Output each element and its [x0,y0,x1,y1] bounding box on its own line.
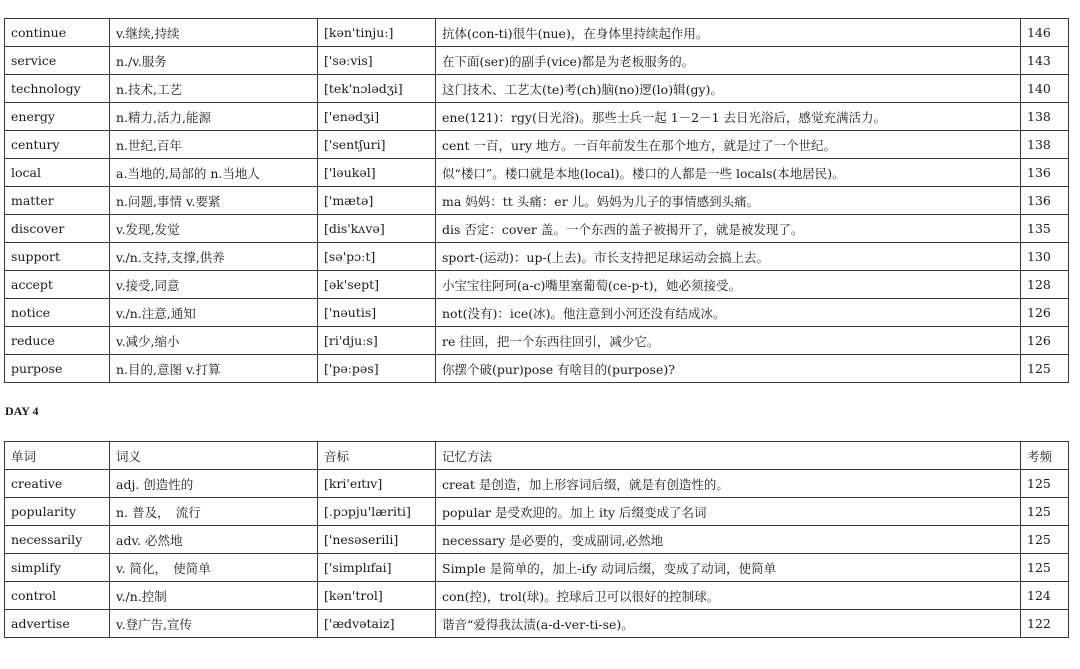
cell-meaning: v.接受,同意 [110,271,318,299]
cell-meaning: v.继续,持续 [110,19,318,47]
cell-word: creative [5,470,110,498]
cell-word: matter [5,187,110,215]
cell-meaning: n.精力,活力,能源 [110,103,318,131]
cell-word: energy [5,103,110,131]
table-row [5,355,1069,383]
cell-phonetic: [kən'trol] [318,582,436,610]
cell-memo: cent 一百，ury 地方。一百年前发生在那个地方，就是过了一个世纪。 [436,131,1021,159]
header-frequency: 考频 [1021,442,1069,470]
vocab-table-day3 [4,18,1069,383]
cell-word: notice [5,299,110,327]
table-row [5,470,1069,498]
cell-frequency: 125 [1021,470,1069,498]
cell-meaning: n./v.服务 [110,47,318,75]
cell-word: advertise [5,610,110,638]
table-row [5,327,1069,355]
cell-memo: 在下面(ser)的副手(vice)都是为老板服务的。 [436,47,1021,75]
cell-memo: Simple 是简单的，加上-ify 动词后缀，变成了动词，使简单 [436,554,1021,582]
cell-frequency: 126 [1021,299,1069,327]
cell-word: support [5,243,110,271]
cell-memo: 似“楼口”。楼口就是本地(local)。楼口的人都是一些 locals(本地居民)。 [436,159,1021,187]
cell-phonetic: [ək'sept] [318,271,436,299]
cell-phonetic: [dis'kʌvə] [318,215,436,243]
table-row [5,554,1069,582]
cell-meaning: n.问题,事情 v.要紧 [110,187,318,215]
table-row [5,159,1069,187]
cell-meaning: a.当地的,局部的 n.当地人 [110,159,318,187]
cell-phonetic: ['mætə] [318,187,436,215]
cell-memo: not(没有)：ice(冰)。他注意到小河还没有结成冰。 [436,299,1021,327]
cell-memo: necessary 是必要的，变成副词,必然地 [436,526,1021,554]
cell-word: local [5,159,110,187]
cell-memo: sport-(运动)：up-(上去)。市长支持把足球运动会搞上去。 [436,243,1021,271]
cell-frequency: 143 [1021,47,1069,75]
cell-word: service [5,47,110,75]
cell-frequency: 125 [1021,554,1069,582]
vocab-table-body [5,19,1069,383]
table-row [5,215,1069,243]
table-row [5,498,1069,526]
cell-word: accept [5,271,110,299]
table-row [5,526,1069,554]
cell-frequency: 122 [1021,610,1069,638]
table-row [5,243,1069,271]
cell-meaning: v./n.控制 [110,582,318,610]
cell-memo: creat 是创造，加上形容词后缀，就是有创造性的。 [436,470,1021,498]
header-word: 单词 [5,442,110,470]
cell-meaning: v.登广告,宣传 [110,610,318,638]
header-meaning: 词义 [110,442,318,470]
cell-memo: con(控)，trol(球)。控球后卫可以很好的控制球。 [436,582,1021,610]
cell-frequency: 136 [1021,159,1069,187]
cell-memo: 谐音“爱得我汰渍(a-d-ver-ti-se)。 [436,610,1021,638]
table-row [5,75,1069,103]
cell-phonetic: ['nesəserili] [318,526,436,554]
cell-phonetic: ['sentʃuri] [318,131,436,159]
cell-word: purpose [5,355,110,383]
table-row [5,19,1069,47]
cell-phonetic: ['pəːpəs] [318,355,436,383]
table-row [5,271,1069,299]
cell-frequency: 125 [1021,355,1069,383]
cell-memo: ene(121)：rgy(日光浴)。那些士兵一起 1－2－1 去日光浴后，感觉充满活力。 [436,103,1021,131]
cell-memo: 你摆个破(pur)pose 有啥目的(purpose)? [436,355,1021,383]
cell-phonetic: [ri'djuːs] [318,327,436,355]
cell-word: continue [5,19,110,47]
cell-phonetic: [kri'eɪtɪv] [318,470,436,498]
cell-memo: popular 是受欢迎的。加上 ity 后缀变成了名词 [436,498,1021,526]
cell-phonetic: ['ləukəl] [318,159,436,187]
table-row [5,47,1069,75]
cell-word: simplify [5,554,110,582]
cell-phonetic: ['enədʒi] [318,103,436,131]
cell-frequency: 146 [1021,19,1069,47]
cell-meaning: adv. 必然地 [110,526,318,554]
cell-word: control [5,582,110,610]
table-row [5,187,1069,215]
table-row [5,582,1069,610]
cell-meaning: v./n.注意,通知 [110,299,318,327]
table-header-row [5,442,1069,470]
cell-memo: re 往回，把一个东西往回引，减少它。 [436,327,1021,355]
table-row [5,103,1069,131]
cell-word: century [5,131,110,159]
cell-meaning: adj. 创造性的 [110,470,318,498]
day-heading: DAY 4 [5,404,39,418]
cell-meaning: n.目的,意图 v.打算 [110,355,318,383]
cell-meaning: v.减少,缩小 [110,327,318,355]
cell-phonetic: ['simplɪfai] [318,554,436,582]
cell-word: popularity [5,498,110,526]
cell-frequency: 135 [1021,215,1069,243]
cell-frequency: 124 [1021,582,1069,610]
table-row [5,131,1069,159]
cell-phonetic: [kən'tinjuː] [318,19,436,47]
cell-memo: ma 妈妈：tt 头痛：er 儿。妈妈为儿子的事情感到头痛。 [436,187,1021,215]
cell-meaning: n.世纪,百年 [110,131,318,159]
cell-memo: 小宝宝往阿珂(a-c)嘴里塞葡萄(ce-p-t)，她必须接受。 [436,271,1021,299]
cell-frequency: 140 [1021,75,1069,103]
cell-memo: 抗体(con-ti)很牛(nue)，在身体里持续起作用。 [436,19,1021,47]
cell-phonetic: [tek'nɔlədʒi] [318,75,436,103]
cell-memo: dis 否定：cover 盖。一个东西的盖子被揭开了，就是被发现了。 [436,215,1021,243]
cell-phonetic: [sə'pɔːt] [318,243,436,271]
cell-frequency: 136 [1021,187,1069,215]
cell-word: necessarily [5,526,110,554]
cell-word: technology [5,75,110,103]
cell-frequency: 138 [1021,103,1069,131]
vocab-table-day4 [4,441,1069,638]
cell-word: reduce [5,327,110,355]
cell-meaning: n.技术,工艺 [110,75,318,103]
cell-phonetic: ['ædvətaiz] [318,610,436,638]
cell-meaning: v./n.支持,支撑,供养 [110,243,318,271]
cell-memo: 这门技术、工艺太(te)考(ch)脑(no)逻(lo)辑(gy)。 [436,75,1021,103]
cell-phonetic: ['nəutis] [318,299,436,327]
cell-phonetic: [.pɔpju'læriti] [318,498,436,526]
cell-frequency: 126 [1021,327,1069,355]
cell-frequency: 138 [1021,131,1069,159]
header-memo: 记忆方法 [436,442,1021,470]
table-row [5,610,1069,638]
cell-frequency: 128 [1021,271,1069,299]
header-phonetic: 音标 [318,442,436,470]
cell-meaning: v.发现,发觉 [110,215,318,243]
cell-frequency: 125 [1021,498,1069,526]
cell-frequency: 130 [1021,243,1069,271]
cell-phonetic: ['səːvis] [318,47,436,75]
vocab-table-body [5,442,1069,638]
cell-frequency: 125 [1021,526,1069,554]
cell-word: discover [5,215,110,243]
table-row [5,299,1069,327]
cell-meaning: n. 普及， 流行 [110,498,318,526]
cell-meaning: v. 简化， 使简单 [110,554,318,582]
